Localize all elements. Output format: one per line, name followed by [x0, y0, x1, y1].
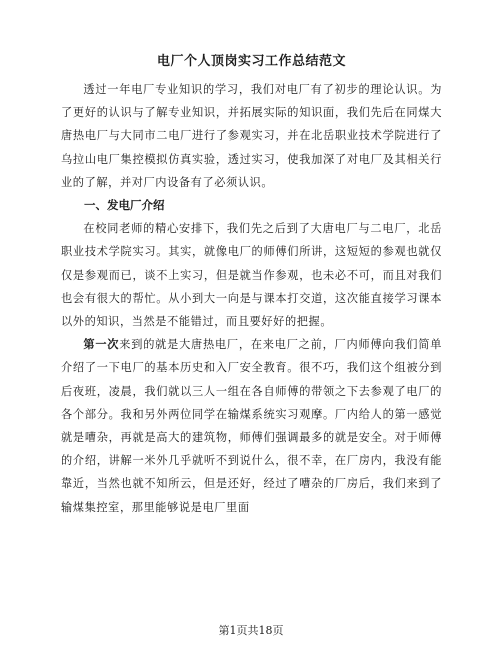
paragraph-body-text: 来到的就是大唐热电厂，在来电厂之前，厂内师傅向我们简单介绍了一下电厂的基本历史和入厂安全教育。很不巧，我们这个组被分到后夜班，凌晨，我们就以三人一组在各自师傅的带领之下去参观了电厂的各个部分。我和另外两位同学在输煤系统实习观摩。厂内给人的第一感觉就是嘈杂，再就是高大的建筑物，师傅们强调最多的就是安全。对于师傅的介绍，讲解一米外几乎就听不到说什么，很不幸，在厂房内，我没有能靠近，当然也就不知所云，但是还好，经过了嘈杂的厂房后，我们来到了输煤集控室，那里能够说是电厂里面: [61, 338, 442, 514]
document-body: [61, 52, 442, 519]
section-heading-1: 一、发电厂介绍: [84, 198, 165, 213]
section1-paragraph-2: [61, 333, 442, 519]
page-number-footer: 第1页共18页: [218, 624, 284, 637]
document-title: 电厂个人顶岗实习工作总结范文: [156, 54, 346, 69]
section1-paragraph-1: 在校同老师的精心安排下，我们先之后到了大唐电厂与二电厂，北岳职业技术学院实习。其实，就像电厂的师傅们所讲，这短短的参观也就仅仅是参观而已，谈不上实习，但是就当作参观，也未必不可，而且对我们也会有很大的帮忙。从小到大一向是与课本打交道，这次能直接学习课本以外的知识，当然是不能错过，而且要好好的把握。: [61, 222, 442, 329]
paragraph-lead-text: 第一次: [83, 337, 120, 352]
intro-paragraph: 透过一年电厂专业知识的学习，我们对电厂有了初步的理论认识。为了更好的认识与了解专业知识，并拓展实际的知识面，我们先后在同煤大唐热电厂与大同市二电厂进行了参观实习，并在北岳职业技术学院进行了乌拉山电厂集控模拟仿真实验，透过实习，使我加深了对电厂及其相关行业的了解，并对厂内设备有了必须认识。: [61, 83, 442, 189]
